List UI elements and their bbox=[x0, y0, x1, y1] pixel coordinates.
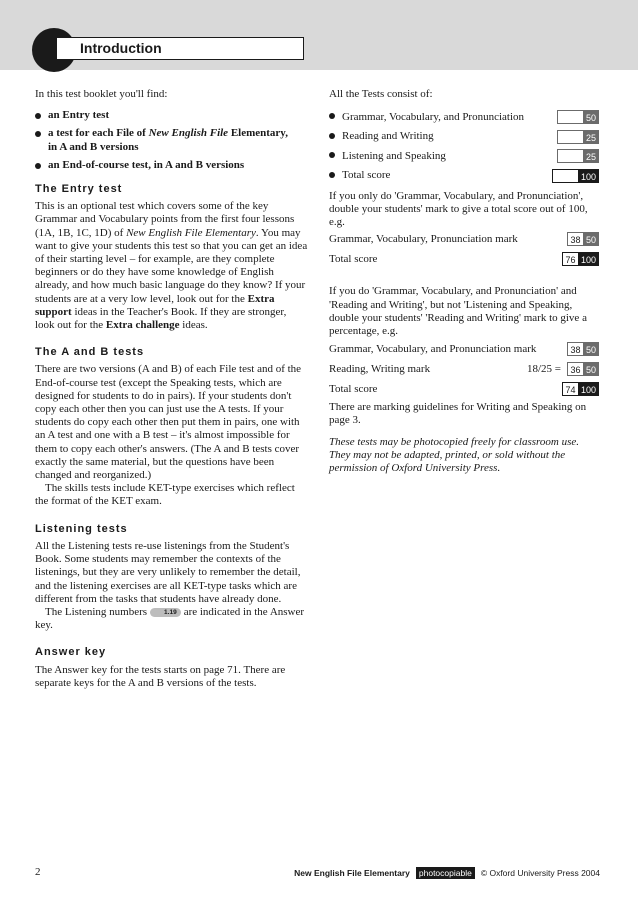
page-number: 2 bbox=[35, 866, 41, 878]
example-1-row-grammar: Grammar, Vocabulary, Pronunciation mark 38 50 bbox=[329, 231, 599, 247]
score-box: 100 bbox=[552, 169, 599, 183]
example-1-row-total: Total score 76 100 bbox=[329, 251, 599, 267]
ab-tests-text: There are two versions (A and B) of each File test and of the End-of-course test (except the Speaking tests, which are designed for students to do in pairs). If your students don't copy each other then you can just use the A tests. If your students do copy each other then put them in pairs, one with an A test and one with a B test – it's almost impossible for them to copy each other's answers. (The A and B tests cover exactly the same material, but the questions have been changed and reorganized.) bbox=[35, 363, 302, 482]
footer-credits bbox=[294, 867, 600, 879]
answer-key-heading: Answer key bbox=[35, 646, 107, 659]
right-column bbox=[329, 88, 599, 475]
book-title: New English File Elementary bbox=[294, 868, 410, 878]
list-item: an End-of-course test, in A and B versions bbox=[35, 159, 308, 172]
intro-text: In this test booklet you'll find: bbox=[35, 88, 168, 100]
entry-test-text: This is an optional test which covers some of the key Grammar and Vocabulary points from the first four lessons (1A, 1B, 1C, 1D) of New English File Elementary. You may want to give your students this test so that you can get an idea of their starting level – for example, are they complete beginners or do they have some knowledge of English already, and how much basic language do they know? If your students are at a very low level, look out for the Extra support ideas in the Teacher's Book. If they are stronger, look out for the Extra challenge ideas. bbox=[35, 200, 308, 332]
contents-list bbox=[35, 109, 308, 172]
score-box: 38 50 bbox=[567, 232, 599, 246]
audio-track-badge: 1.19 bbox=[150, 608, 181, 617]
page-title: Introduction bbox=[80, 40, 162, 56]
score-box: 25 bbox=[557, 149, 599, 163]
answer-key-text: The Answer key for the tests starts on page 71. There are separate keys for the A and B versions of the tests. bbox=[35, 663, 286, 689]
calculation-text: 18/25 = bbox=[526, 362, 561, 375]
list-item: Grammar, Vocabulary, and Pronunciation 50 bbox=[329, 109, 599, 125]
list-item: an Entry test bbox=[35, 109, 308, 122]
listening-tests-text: All the Listening tests re-use listenings from the Student's Book. Some students may remember the contexts of the listenings, but they are very unlikely to remember the detail, and the listening exercises are all KET-type tasks which are different from the tasks that students have already done. bbox=[35, 539, 301, 605]
marking-guidelines-text: There are marking guidelines for Writing and Speaking on page 3. bbox=[329, 401, 587, 427]
tests-consist-intro: All the Tests consist of: bbox=[329, 88, 433, 100]
score-breakdown-list bbox=[329, 109, 599, 184]
example-2-row-total: Total score 74 100 bbox=[329, 381, 599, 397]
copyright-text: © Oxford University Press 2004 bbox=[480, 868, 600, 878]
score-box: 74 100 bbox=[562, 382, 599, 396]
score-box: 25 bbox=[557, 130, 599, 144]
score-box: 38 50 bbox=[567, 342, 599, 356]
listening-tests-heading: Listening tests bbox=[35, 522, 128, 535]
example-2-row-reading: Reading, Writing mark 18/25 = 36 50 bbox=[329, 361, 599, 377]
entry-test-heading: The Entry test bbox=[35, 183, 123, 196]
list-item: Reading and Writing 25 bbox=[329, 129, 599, 145]
example-2-text: If you do 'Grammar, Vocabulary, and Pronunciation' and 'Reading and Writing', but not 'Listening and Speaking, double your students' 'Reading and Writing' mark to give a percentage, e.g. bbox=[329, 285, 587, 337]
score-box: 76 100 bbox=[562, 252, 599, 266]
ab-tests-heading: The A and B tests bbox=[35, 346, 145, 359]
example-1-text: If you only do 'Grammar, Vocabulary, and Pronunciation', double your students' mark to give a total score out of 100, e.g. bbox=[329, 189, 588, 229]
list-item: Listening and Speaking 25 bbox=[329, 148, 599, 164]
score-box: 50 bbox=[557, 110, 599, 124]
list-item: Total score 100 bbox=[329, 168, 599, 184]
score-box: 36 50 bbox=[567, 362, 599, 376]
example-2-row-grammar: Grammar, Vocabulary, and Pronunciation mark 38 50 bbox=[329, 341, 599, 357]
list-item: a test for each File of New English File Elementary, in A and B versions bbox=[35, 127, 308, 153]
ab-tests-text-2: The skills tests include KET-type exercises which reflect the format of the KET exam. bbox=[35, 482, 295, 508]
left-column bbox=[35, 88, 308, 690]
listening-tests-text-2: The Listening numbers 1.19 are indicated in the Answer key. bbox=[35, 605, 305, 632]
photocopiable-badge: photocopiable bbox=[416, 867, 475, 879]
photocopy-notice: These tests may be photocopied freely for classroom use. They may not be adapted, printed, or sold without the permission of Oxford University Press. bbox=[329, 435, 580, 474]
